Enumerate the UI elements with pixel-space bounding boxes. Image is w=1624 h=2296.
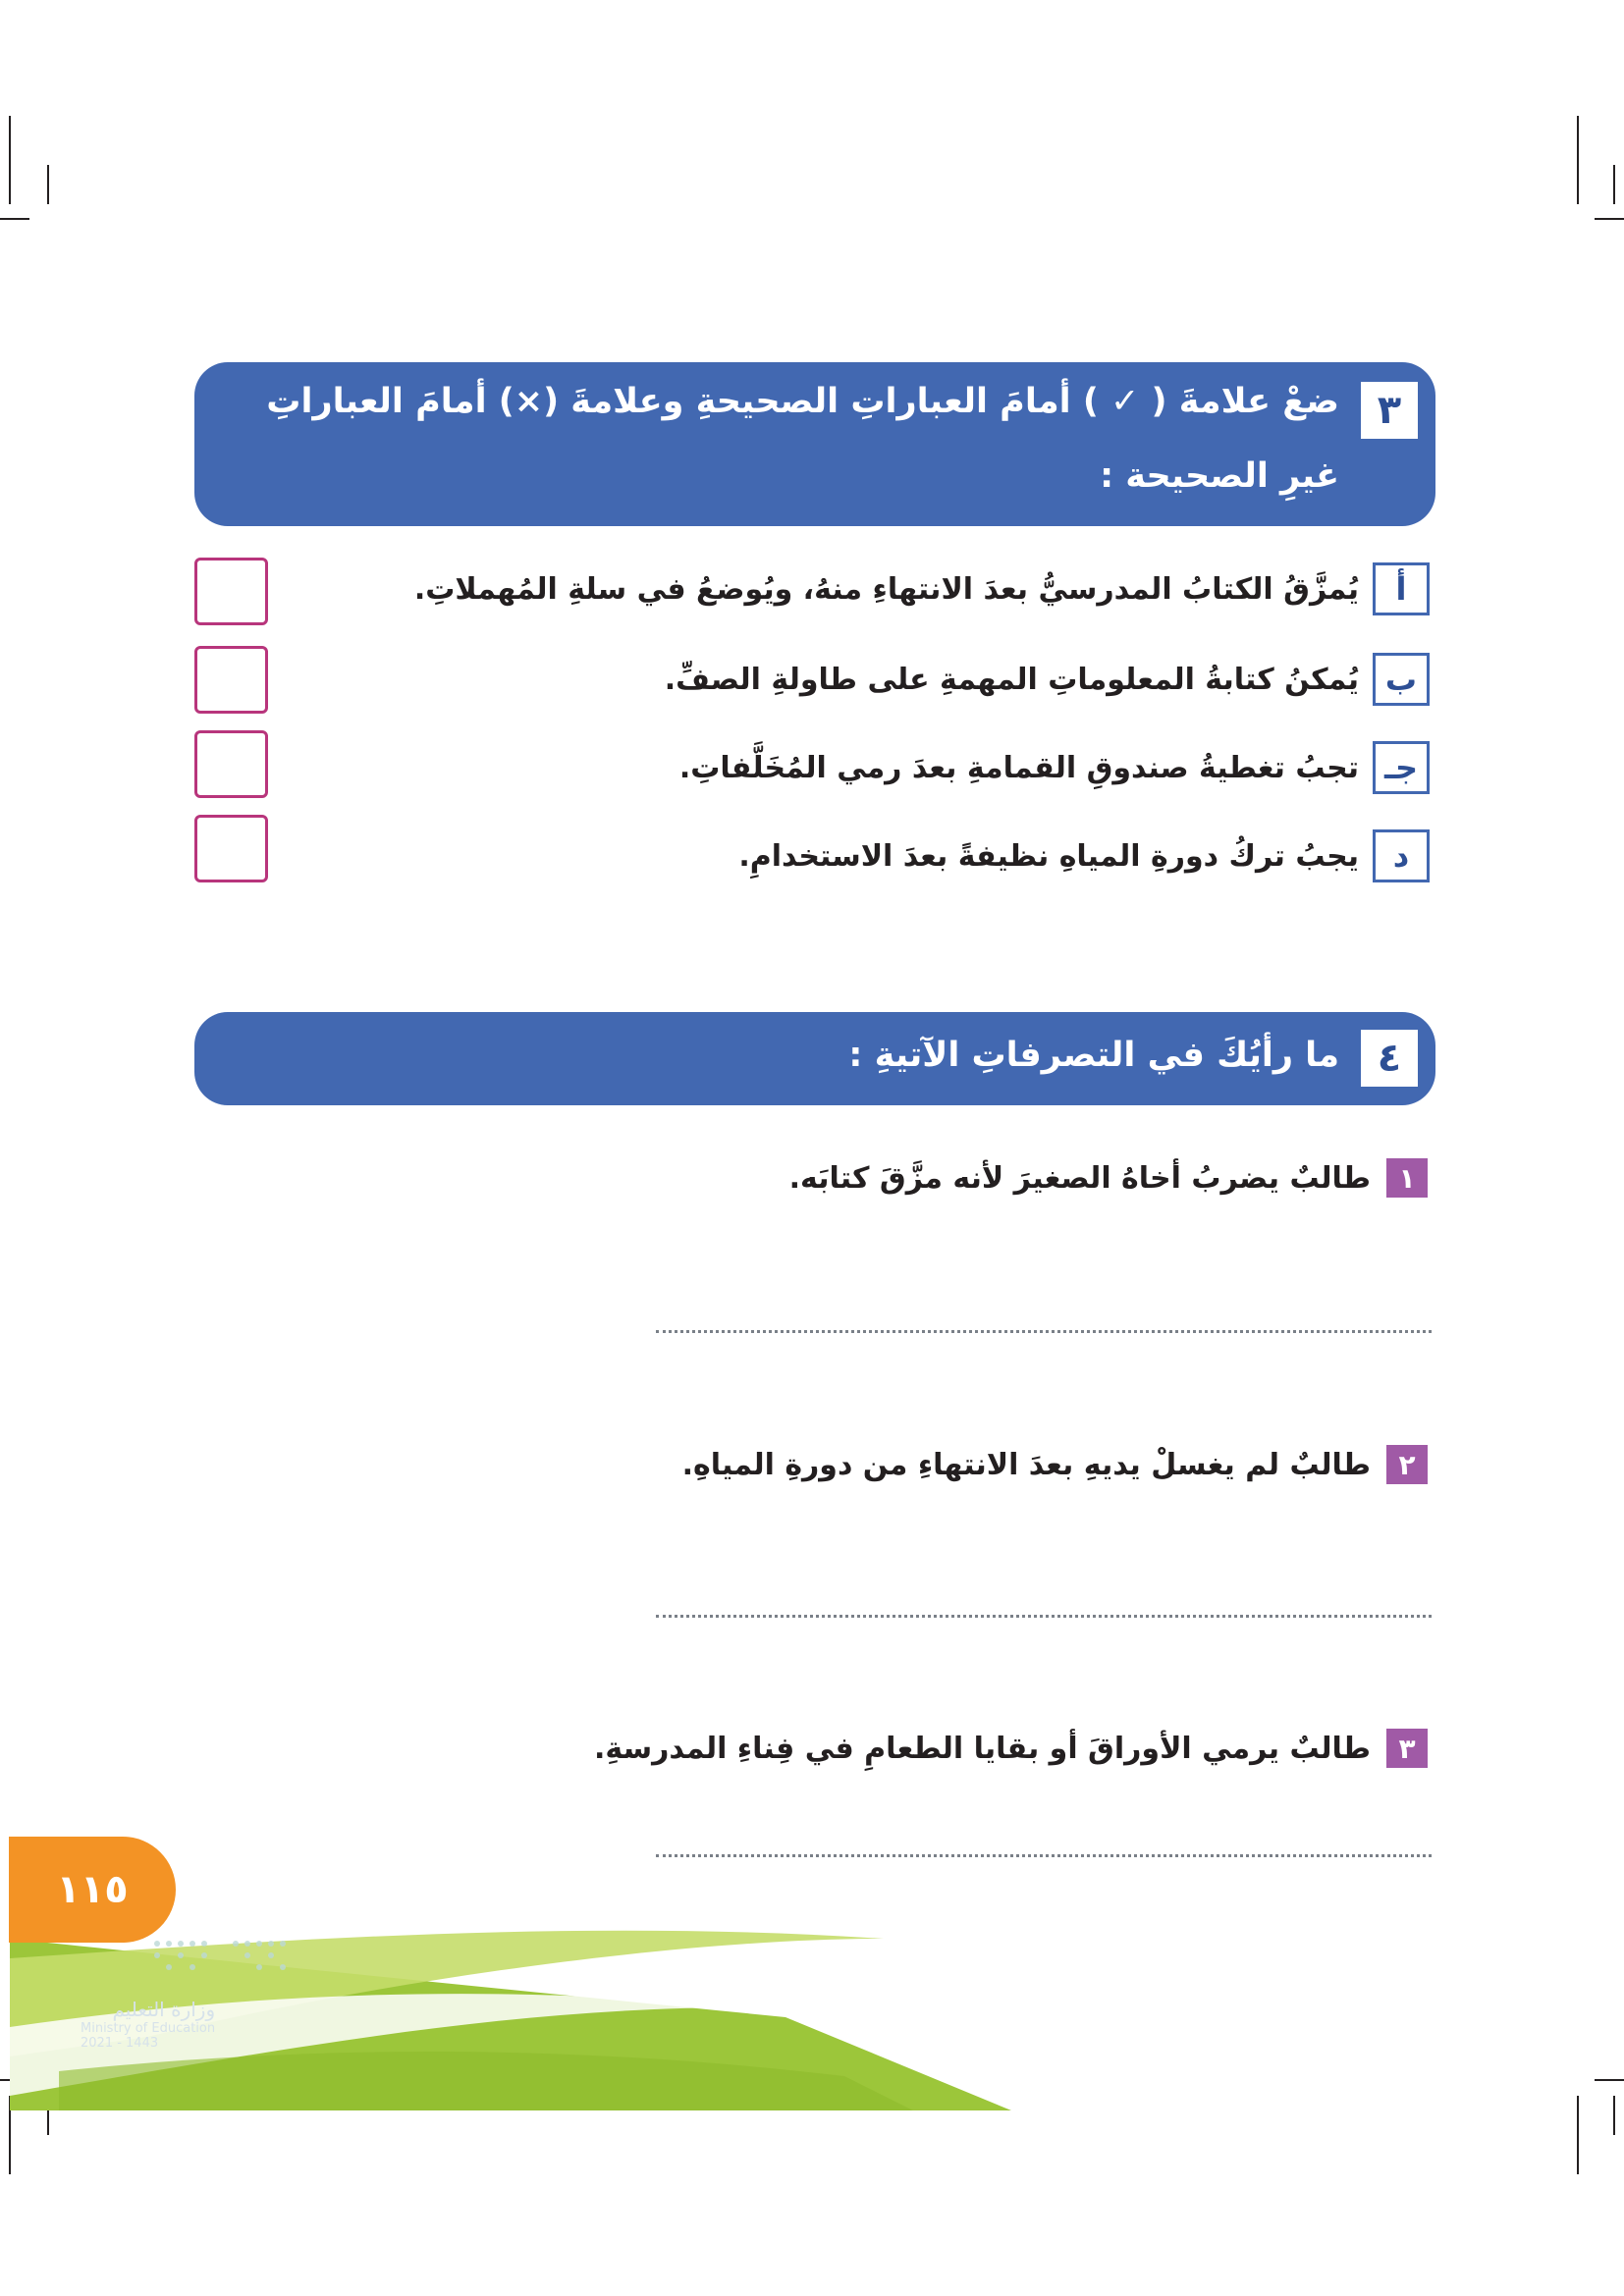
statement-text: يُمزَّقُ الكتابُ المدرسيُّ بعدَ الانتهاءِ منهُ، ويُوضعُ في سلةِ المُهملاتِ.	[413, 571, 1359, 607]
section-4-title: ما رأيُكَ في التصرفاتِ الآتيةِ :	[848, 1036, 1339, 1075]
question-number: ٣	[1386, 1729, 1428, 1768]
ministry-name-en: Ministry of Education	[81, 2021, 216, 2036]
section-3-instruction-line1: ضعْ علامةَ ( ✓ ) أمامَ العباراتِ الصحيحةِ وعلامةَ (×) أمامَ العباراتِ	[266, 382, 1339, 421]
crop-mark	[1595, 218, 1624, 220]
ministry-logo	[81, 1998, 215, 2051]
statement-letter: ب	[1373, 653, 1430, 706]
answer-box-c[interactable]	[194, 730, 268, 798]
answer-box-b[interactable]	[194, 646, 268, 714]
answer-line-3[interactable]	[656, 1854, 1432, 1857]
statement-letter: د	[1373, 829, 1430, 882]
statement-letter: جـ	[1373, 741, 1430, 794]
crop-mark	[0, 218, 29, 220]
crop-mark	[9, 116, 11, 204]
question-number: ١	[1386, 1158, 1428, 1198]
section-4-number: ٤	[1361, 1030, 1418, 1087]
question-text: طالبٌ يرمي الأوراقَ أو بقايا الطعامِ في فِناءِ المدرسةِ.	[594, 1731, 1371, 1766]
answer-line-1[interactable]	[656, 1330, 1432, 1333]
section-3-number: ٣	[1361, 382, 1418, 439]
statement-text: تجبُ تغطيةُ صندوقِ القمامةِ بعدَ رمي المُخَلَّفاتِ.	[678, 750, 1359, 785]
statement-text: يُمكنُ كتابةُ المعلوماتِ المهمةِ على طاولةِ الصفِّ.	[664, 662, 1359, 697]
ministry-year: 2021 - 1443	[81, 2036, 159, 2051]
answer-line-2[interactable]	[656, 1615, 1432, 1618]
green-swoosh-decoration	[0, 1899, 1624, 2155]
opinion-question	[682, 1445, 1428, 1484]
section-3-banner	[194, 362, 1435, 526]
statement-item	[679, 738, 1430, 797]
section-4-banner	[194, 1012, 1435, 1105]
question-text: طالبٌ يضربُ أخاهُ الصغيرَ لأنه مزَّقَ كتابَه.	[788, 1160, 1371, 1196]
crop-mark	[1577, 116, 1579, 204]
question-text: طالبٌ لم يغسلْ يديهِ بعدَ الانتهاءِ من دورةِ المياهِ.	[681, 1447, 1371, 1482]
statement-text: يجبُ تركُ دورةِ المياهِ نظيفةً بعدَ الاستخدامِ.	[738, 838, 1359, 874]
statement-item	[738, 827, 1430, 885]
answer-box-a[interactable]	[194, 558, 268, 625]
opinion-question	[789, 1158, 1428, 1198]
question-number: ٢	[1386, 1445, 1428, 1484]
statement-item	[665, 650, 1430, 709]
section-3-instruction-line2: غيرِ الصحيحة :	[1100, 456, 1339, 496]
page-number: ١١٥	[9, 1837, 176, 1943]
statement-letter: أ	[1373, 562, 1430, 615]
ministry-name: وزارة التعليم	[112, 1998, 216, 2021]
crop-mark	[47, 165, 49, 204]
crop-mark	[1613, 165, 1615, 204]
statement-item	[414, 560, 1430, 618]
opinion-question	[594, 1729, 1428, 1768]
answer-box-d[interactable]	[194, 815, 268, 882]
